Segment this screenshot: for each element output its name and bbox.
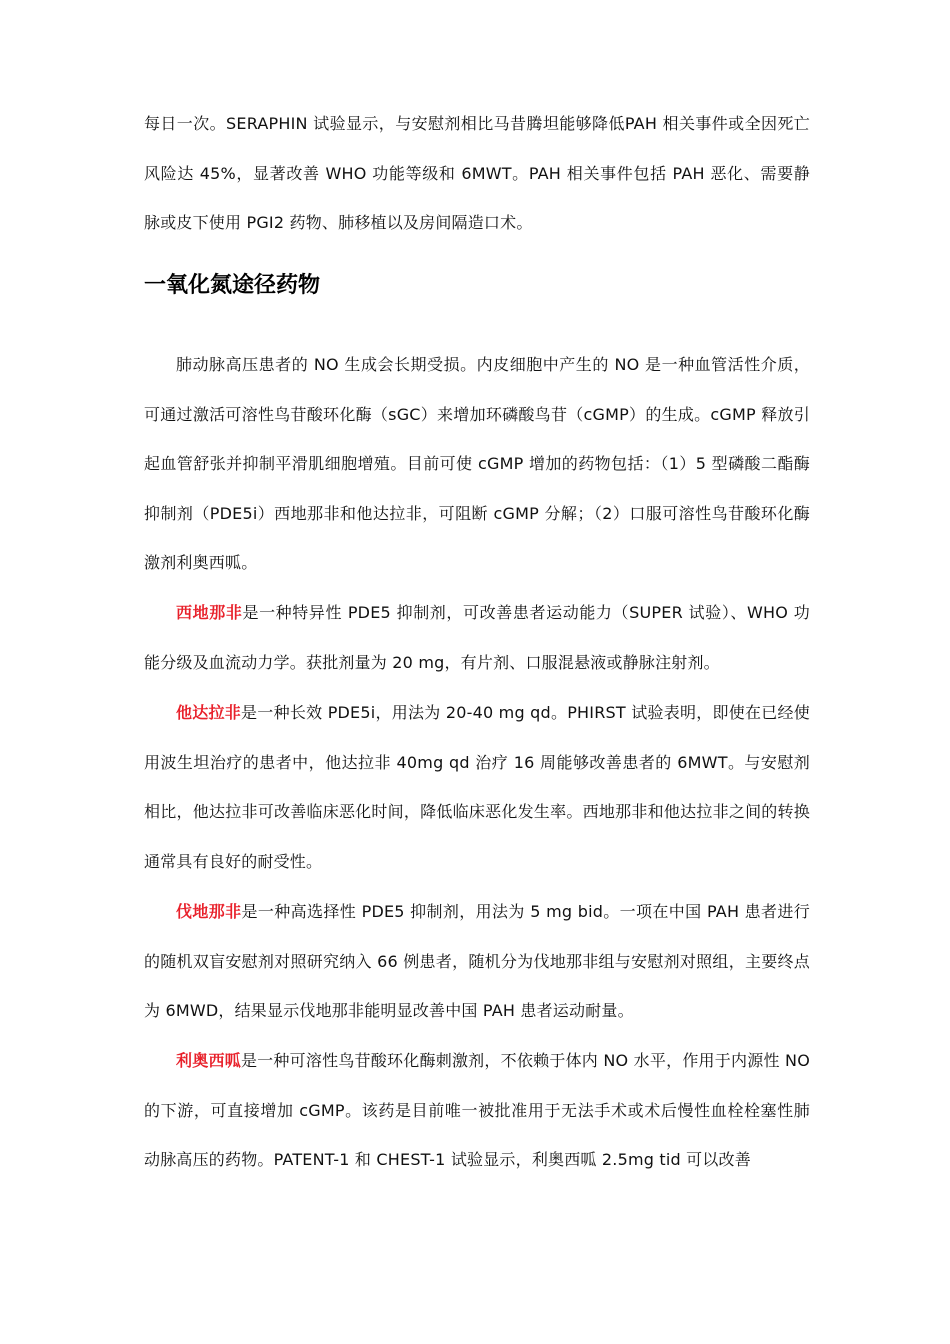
- drug-name-tadalafil: 他达拉非: [176, 703, 242, 722]
- drug-name-sildenafil: 西地那非: [176, 603, 243, 622]
- paragraph-sildenafil-text: 是一种特异性 PDE5 抑制剂，可改善患者运动能力（SUPER 试验）、WHO 功能分级及血流动力学。获批剂量为 20 mg，有片剂、口服混悬液或静脉注射剂。: [144, 603, 810, 672]
- paragraph-tadalafil-text: 是一种长效 PDE5i，用法为 20-40 mg qd。PHIRST 试验表明，即使在已经使用波生坦治疗的患者中，他达拉非 40mg qd 治疗 16 周能够改善患者的 6MWT。与安慰剂相比，他达拉非可改善临床恶化时间，降低临床恶化发生率。西地那非和他达拉非之间的转换通常具有良好的耐受性。: [144, 703, 810, 871]
- section-heading: 一氧化氮途径药物: [144, 273, 321, 298]
- paragraph-riociguat-text: 是一种可溶性鸟苷酸环化酶刺激剂，不依赖于体内 NO 水平，作用于内源性 NO 的下游，可直接增加 cGMP。该药是目前唯一被批准用于无法手术或术后慢性血栓栓塞性肺动脉高压的药物。PATENT-1 和 CHEST-1 试验显示，利奥西呱 2.5mg tid 可以改善: [144, 1051, 810, 1169]
- drug-name-vardenafil: 伐地那非: [176, 902, 242, 921]
- paragraph-vardenafil: [144, 887, 810, 1036]
- paragraph-tadalafil: [144, 688, 810, 886]
- paragraph-riociguat: [144, 1036, 810, 1185]
- paragraph-no-pathway: 肺动脉高压患者的 NO 生成会长期受损。内皮细胞中产生的 NO 是一种血管活性介质，可通过激活可溶性鸟苷酸环化酶（sGC）来增加环磷酸鸟苷（cGMP）的生成。cGMP 释放引起血管舒张并抑制平滑肌细胞增殖。目前可使 cGMP 增加的药物包括：（1）5 型磷酸二酯酶抑制剂（PDE5i）西地那非和他达拉非，可阻断 cGMP 分解；（2）口服可溶性鸟苷酸环化酶激剂利奥西呱。: [144, 355, 810, 572]
- paragraph-sildenafil: [144, 588, 810, 687]
- paragraph-seraphin: 每日一次。SERAPHIN 试验显示，与安慰剂相比马昔腾坦能够降低PAH 相关事件或全因死亡风险达 45%，显著改善 WHO 功能等级和 6MWT。PAH 相关事件包括 PAH 恶化、需要静脉或皮下使用 PGI2 药物、肺移植以及房间隔造口术。: [144, 114, 810, 232]
- paragraph-vardenafil-text: 是一种高选择性 PDE5 抑制剂，用法为 5 mg bid。一项在中国 PAH 患者进行的随机双盲安慰剂对照研究纳入 66 例患者，随机分为伐地那非组与安慰剂对照组，主要终点为 6MWD，结果显示伐地那非能明显改善中国 PAH 患者运动耐量。: [144, 902, 810, 1020]
- drug-name-riociguat: 利奥西呱: [176, 1051, 241, 1070]
